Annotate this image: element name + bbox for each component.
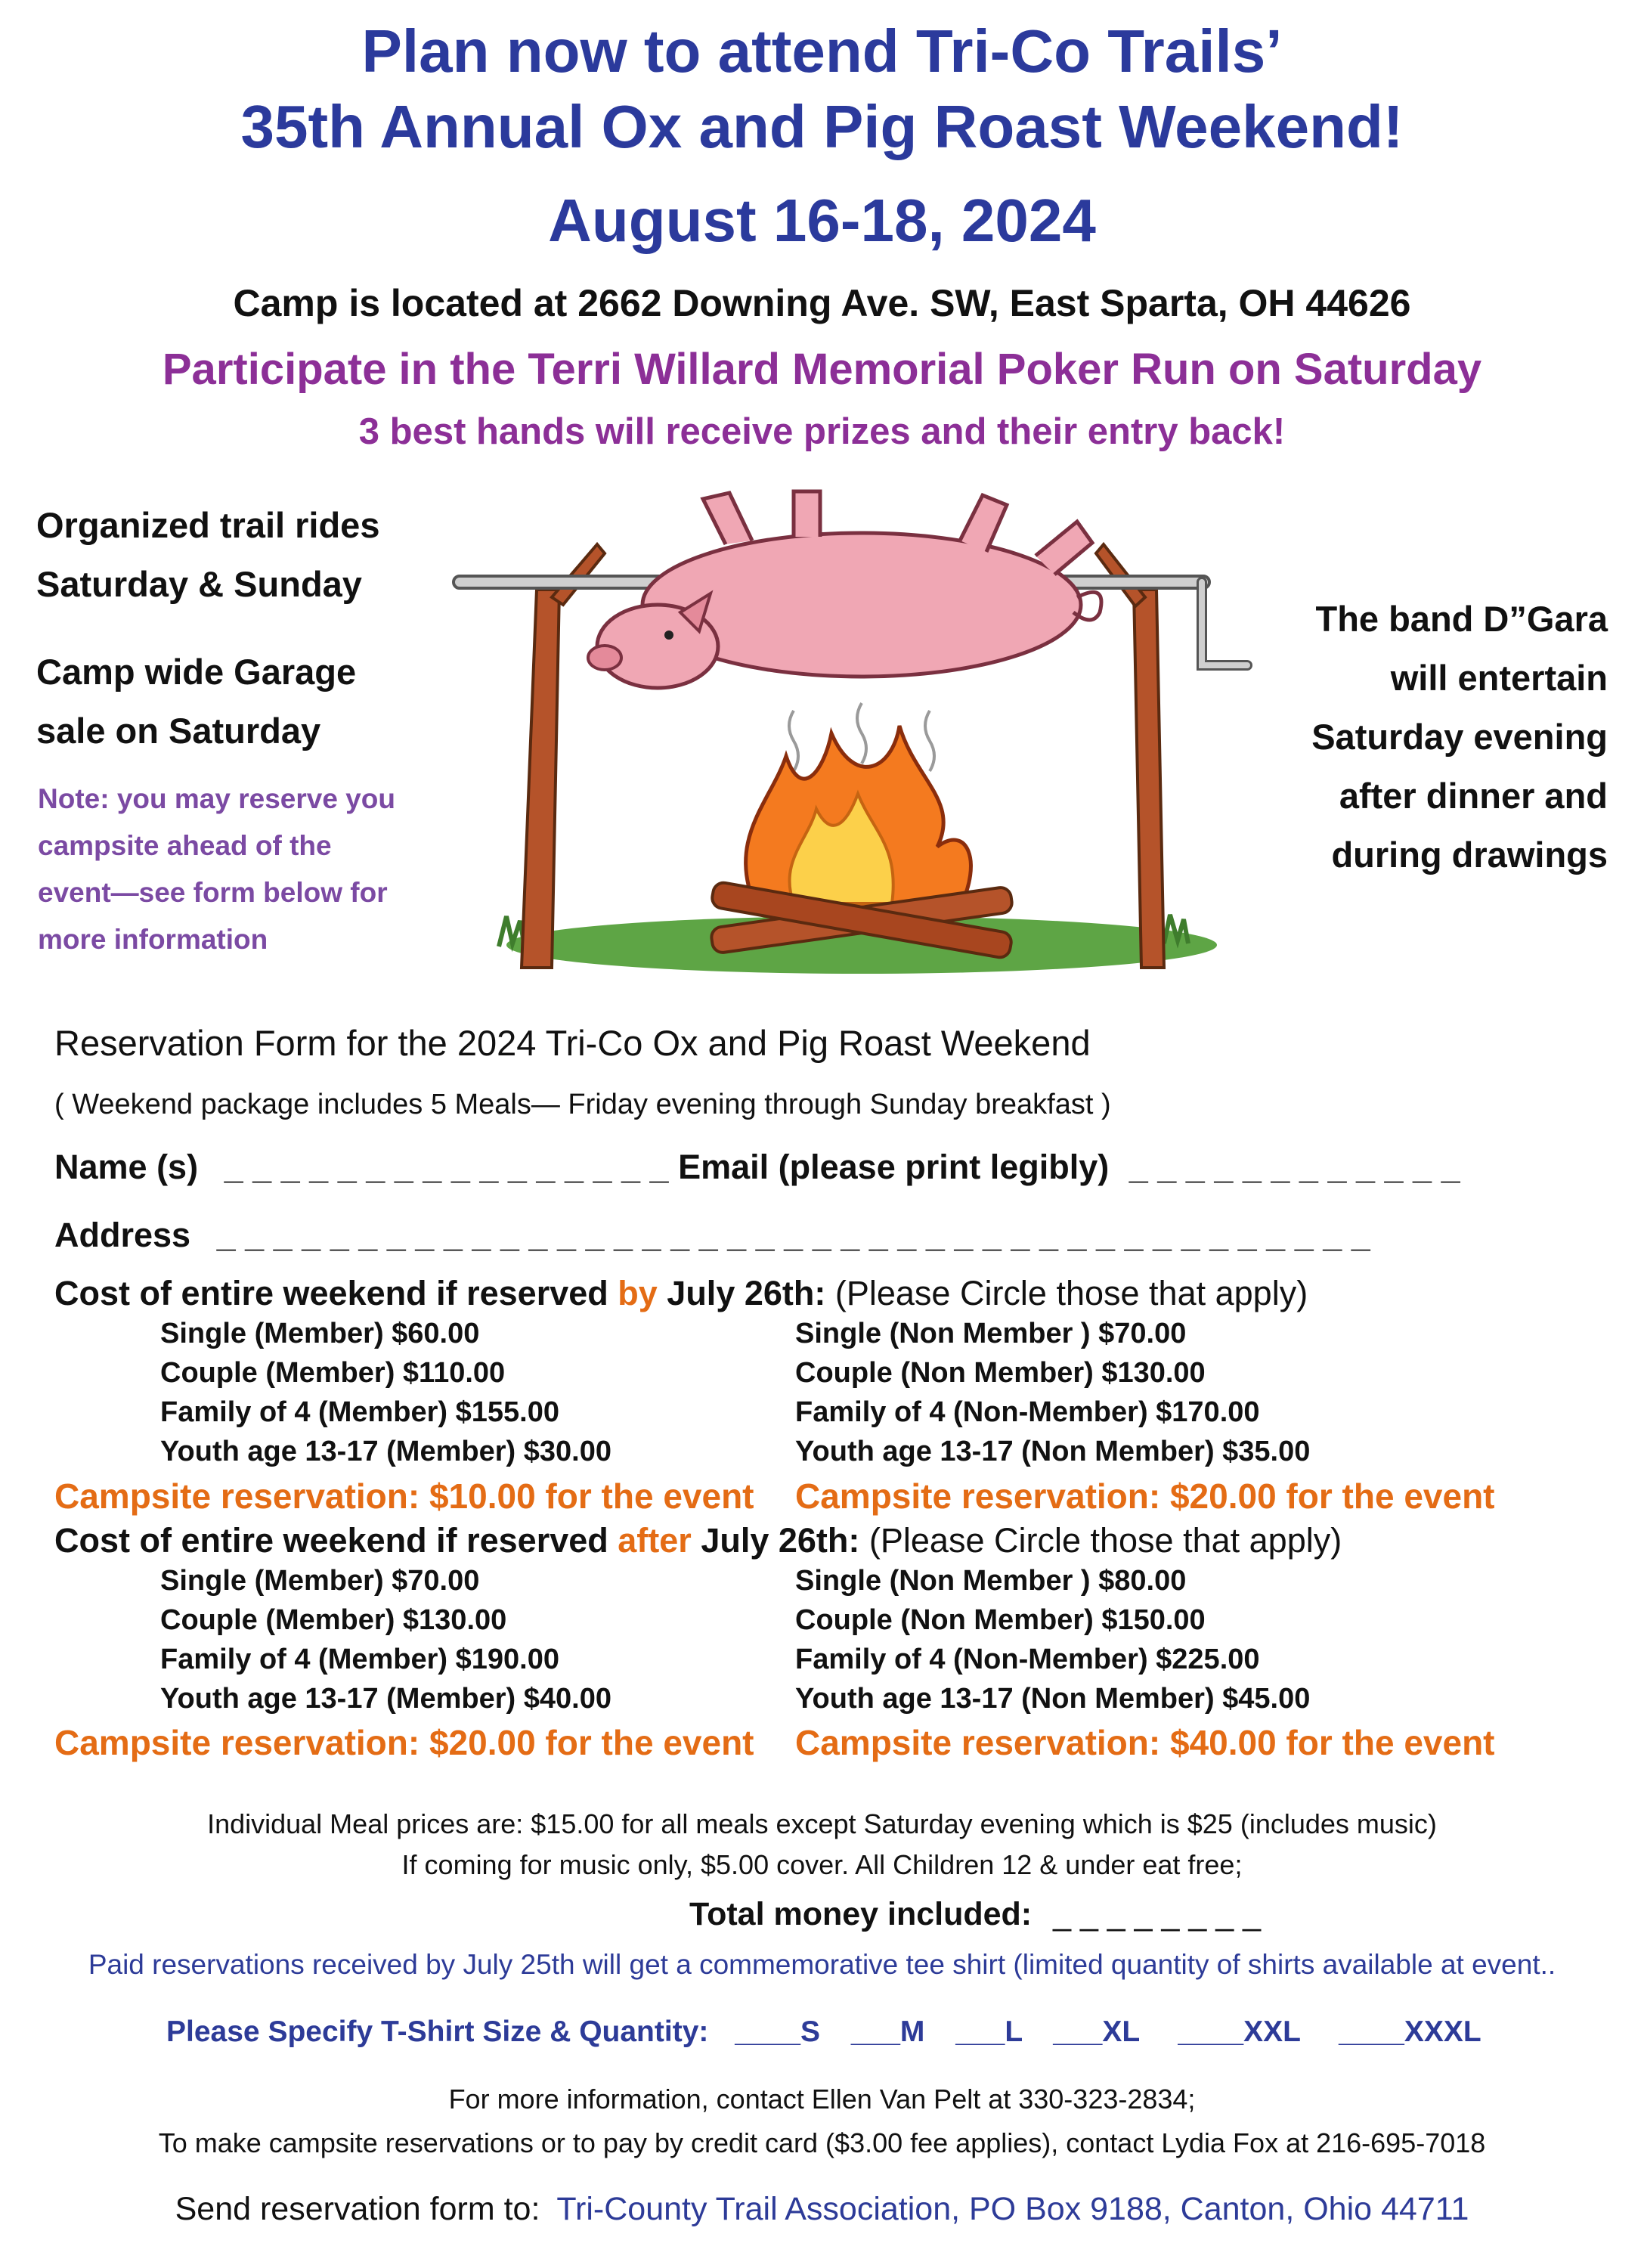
band-line3: Saturday evening	[1311, 717, 1608, 757]
after-member-couple[interactable]: Couple (Member) $130.00	[160, 1604, 507, 1636]
total-money-label: Total money included:	[689, 1896, 1033, 1932]
cost-by-heading	[54, 1274, 1308, 1313]
tshirt-size-xxxl[interactable]: ____XXXL	[1339, 2015, 1481, 2048]
reserve-note-line2: campsite ahead of the	[38, 830, 332, 861]
reserve-note-line4: more information	[38, 924, 268, 955]
by-member-prices	[160, 1314, 611, 1471]
by-non-member-couple[interactable]: Couple (Non Member) $130.00	[795, 1357, 1206, 1389]
name-email-row[interactable]	[54, 1148, 1460, 1187]
send-to-row	[0, 2191, 1644, 2228]
package-note: ( Weekend package includes 5 Meals— Friday evening through Sunday breakfast )	[54, 1089, 1111, 1120]
meal-prices: Individual Meal prices are: $15.00 for all meals except Saturday evening which is $25 (includes music)	[207, 1808, 1437, 1839]
by-campsite-non-member[interactable]: Campsite reservation: $20.00 for the event	[795, 1476, 1495, 1516]
email-label: Email (please print legibly)	[678, 1148, 1110, 1186]
name-blank[interactable]: _ _ _ _ _ _ _ _ _ _ _ _ _ _ _ _	[224, 1148, 669, 1186]
by-non-member-single[interactable]: Single (Non Member ) $70.00	[795, 1318, 1187, 1349]
by-member-youth[interactable]: Youth age 13-17 (Member) $30.00	[160, 1436, 611, 1467]
total-money-row[interactable]	[689, 1896, 1261, 1933]
after-non-member-single[interactable]: Single (Non Member ) $80.00	[795, 1565, 1187, 1597]
music-only-note: If coming for music only, $5.00 cover. All Children 12 & under eat free;	[401, 1849, 1243, 1880]
band-info	[1311, 590, 1608, 885]
camp-location: Camp is located at 2662 Downing Ave. SW, East Sparta, OH 44626	[233, 282, 1411, 324]
trail-rides-info	[36, 496, 379, 614]
after-member-single[interactable]: Single (Member) $70.00	[160, 1565, 480, 1597]
trail-rides-line2: Saturday & Sunday	[36, 564, 362, 604]
by-non-member-family[interactable]: Family of 4 (Non-Member) $170.00	[795, 1396, 1260, 1428]
cost-by-date: July 26th:	[667, 1274, 826, 1312]
after-member-prices	[160, 1561, 611, 1718]
band-line2: will entertain	[1390, 658, 1608, 698]
reserve-note-line1: Note: you may reserve you	[38, 783, 395, 814]
garage-sale-line2: sale on Saturday	[36, 711, 321, 751]
cost-after-keyword: after	[618, 1521, 692, 1560]
band-line1: The band D”Gara	[1315, 599, 1608, 639]
address-label: Address	[54, 1216, 191, 1254]
by-member-single[interactable]: Single (Member) $60.00	[160, 1318, 480, 1349]
tee-shirt-note: Paid reservations received by July 25th will get a commemorative tee shirt (limited quantity of shirts available at event..	[88, 1949, 1556, 1980]
after-non-member-youth[interactable]: Youth age 13-17 (Non Member) $45.00	[795, 1683, 1311, 1715]
fire-icon	[746, 726, 971, 907]
after-campsite-non-member[interactable]: Campsite reservation: $40.00 for the event	[795, 1723, 1495, 1762]
by-non-member-youth[interactable]: Youth age 13-17 (Non Member) $35.00	[795, 1436, 1311, 1467]
cost-after-heading	[54, 1521, 1342, 1560]
cost-after-heading-a: Cost of entire weekend if reserved	[54, 1521, 608, 1560]
tshirt-size-xxl[interactable]: ____XXL	[1178, 2015, 1301, 2048]
cost-after-circle-note: (Please Circle those that apply)	[868, 1521, 1342, 1560]
cost-by-heading-a: Cost of entire weekend if reserved	[54, 1274, 608, 1312]
pig-icon	[588, 491, 1101, 688]
cost-after-date: July 26th:	[701, 1521, 860, 1560]
total-money-blank[interactable]: _ _ _ _ _ _ _ _	[1053, 1896, 1262, 1932]
prizes-line: 3 best hands will receive prizes and their entry back!	[358, 411, 1286, 452]
cost-by-keyword: by	[618, 1274, 658, 1312]
cost-by-circle-note: (Please Circle those that apply)	[834, 1274, 1308, 1312]
form-title: Reservation Form for the 2024 Tri-Co Ox and Pig Roast Weekend	[54, 1023, 1091, 1063]
tshirt-size-l[interactable]: ___L	[955, 2015, 1023, 2048]
after-member-youth[interactable]: Youth age 13-17 (Member) $40.00	[160, 1683, 611, 1715]
reserve-note	[38, 776, 395, 963]
send-address: Tri-County Trail Association, PO Box 9188, Canton, Ohio 44711	[556, 2191, 1469, 2227]
after-non-member-family[interactable]: Family of 4 (Non-Member) $225.00	[795, 1644, 1260, 1675]
by-member-couple[interactable]: Couple (Member) $110.00	[160, 1357, 506, 1389]
tshirt-size-s[interactable]: ____S	[735, 2015, 820, 2048]
band-line5: during drawings	[1331, 835, 1608, 875]
left-post-icon	[522, 590, 559, 968]
by-non-member-prices	[795, 1314, 1310, 1471]
by-campsite-member[interactable]: Campsite reservation: $10.00 for the event	[54, 1476, 754, 1516]
right-post-icon	[1134, 590, 1164, 968]
after-non-member-couple[interactable]: Couple (Non Member) $150.00	[795, 1604, 1206, 1636]
trail-rides-line1: Organized trail rides	[36, 505, 380, 545]
send-label: Send reservation form to:	[175, 2191, 540, 2227]
contact-campsite: To make campsite reservations or to pay by credit card ($3.00 fee applies), contact Lydia Fox at 216-695-7018	[158, 2127, 1486, 2158]
address-blank[interactable]: _ _ _ _ _ _ _ _ _ _ _ _ _ _ _ _ _ _ _ _ _ _ _ _ _ _ _ _ _ _ _ _ _ _ _ _ _ _ _ _ _	[216, 1216, 1370, 1254]
event-date: August 16-18, 2024	[548, 187, 1096, 254]
by-member-family[interactable]: Family of 4 (Member) $155.00	[160, 1396, 559, 1428]
after-non-member-prices	[795, 1561, 1310, 1718]
after-member-family[interactable]: Family of 4 (Member) $190.00	[160, 1644, 559, 1675]
address-row[interactable]	[54, 1216, 1370, 1255]
pig-roast-spit-icon	[438, 484, 1270, 983]
tshirt-size-xl[interactable]: ___XL	[1053, 2015, 1140, 2048]
garage-sale-line1: Camp wide Garage	[36, 652, 357, 692]
contact-info: For more information, contact Ellen Van Pelt at 330-323-2834;	[448, 2084, 1196, 2115]
reserve-note-line3: event—see form below for	[38, 877, 388, 908]
garage-sale-info	[36, 643, 356, 761]
tshirt-size-label: Please Specify T-Shirt Size & Quantity:	[166, 2015, 709, 2048]
name-label: Name (s)	[54, 1148, 199, 1186]
poker-run-line: Participate in the Terri Willard Memorial Poker Run on Saturday	[162, 345, 1482, 394]
band-line4: after dinner and	[1339, 776, 1608, 816]
tshirt-size-row	[166, 2015, 1481, 2049]
after-campsite-member[interactable]: Campsite reservation: $20.00 for the event	[54, 1723, 754, 1762]
headline-line2: 35th Annual Ox and Pig Roast Weekend!	[240, 93, 1404, 160]
email-blank[interactable]: _ _ _ _ _ _ _ _ _ _ _ _	[1129, 1148, 1460, 1186]
tshirt-size-m[interactable]: ___M	[850, 2015, 925, 2048]
headline-line1: Plan now to attend Tri-Co Trails’	[361, 17, 1283, 85]
